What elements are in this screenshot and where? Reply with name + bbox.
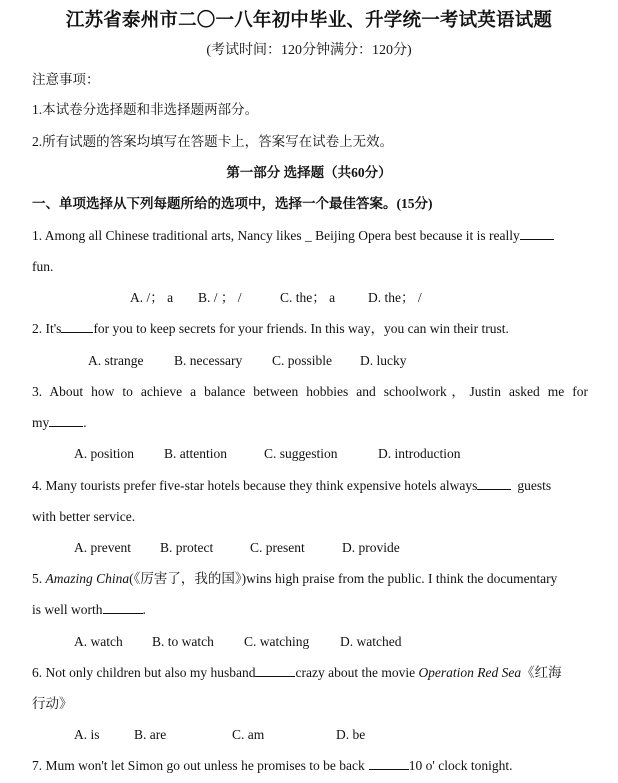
question-1 xyxy=(32,227,588,245)
question-4-line-2: with better service. xyxy=(32,509,136,524)
option-d: D. be xyxy=(336,727,366,742)
question-6-text-b: crazy about the movie xyxy=(295,665,416,680)
question-4 xyxy=(32,477,588,495)
option-d: D. lucky xyxy=(360,353,407,368)
question-3-text-b: . xyxy=(83,415,87,430)
question-5 xyxy=(32,570,588,588)
question-1-line-2: fun. xyxy=(32,259,54,274)
answer-blank xyxy=(477,477,511,490)
question-6-text-a: 6. Not only children but also my husband xyxy=(32,665,256,680)
option-d: D. introduction xyxy=(378,446,461,461)
question-7-text-a: 7. Mum won't let Simon go out unless he promises to be back xyxy=(32,758,365,773)
answer-blank xyxy=(255,664,295,677)
option-b: B. / ； / xyxy=(198,290,242,305)
notice-item-1: 1.本试卷分选择题和非选择题两部分。 xyxy=(32,102,259,117)
answer-blank xyxy=(103,601,143,614)
question-2 xyxy=(32,320,588,338)
option-a: A. watch xyxy=(74,634,123,649)
option-c: C. possible xyxy=(272,353,333,368)
notice-item-2: 2.所有试题的答案均填写在答题卡上，答案写在试卷上无效。 xyxy=(32,134,394,149)
notice-heading: 注意事项： xyxy=(32,72,100,87)
question-6 xyxy=(32,664,588,682)
question-5-text-a: is well worth xyxy=(32,602,103,617)
option-d: D. watched xyxy=(340,634,402,649)
option-a: A. prevent xyxy=(74,540,131,555)
option-b: B. to watch xyxy=(152,634,214,649)
answer-blank xyxy=(369,757,409,770)
option-c: C. suggestion xyxy=(264,446,338,461)
option-c: C. am xyxy=(232,727,265,742)
question-5-text-b: . xyxy=(142,602,146,617)
question-3-line-2 xyxy=(32,414,588,432)
option-a: A. /； a xyxy=(130,290,174,305)
section-heading: 一、单项选择从下列每题所给的选项中，选择一个最佳答案。(15分) xyxy=(32,196,433,211)
option-b: B. protect xyxy=(160,540,214,555)
option-d: D. provide xyxy=(342,540,400,555)
question-6-title: Operation Red Sea xyxy=(418,665,522,680)
question-5-number: 5. xyxy=(32,571,43,586)
answer-blank xyxy=(520,227,554,240)
question-4-text-a: 4. Many tourists prefer five-star hotels because they think expensive hotels always xyxy=(32,478,478,493)
answer-blank xyxy=(61,320,93,333)
question-3: 3. About how to achieve a balance between hobbies and schoolwork，Justin asked me for xyxy=(32,384,588,399)
option-b: B. are xyxy=(134,727,167,742)
option-a: A. strange xyxy=(88,353,144,368)
question-2-text-a: 2. It's xyxy=(32,321,62,336)
question-7-text-b: 10 o' clock tonight. xyxy=(408,758,513,773)
exam-subtitle: (考试时间：120分钟满分：120分) xyxy=(206,43,412,58)
option-c: C. the； a xyxy=(280,290,336,305)
question-6-line-2: 行动》 xyxy=(32,696,73,711)
option-a: A. position xyxy=(74,446,135,461)
question-7 xyxy=(32,757,588,775)
option-a: A. is xyxy=(74,727,100,742)
exam-title: 江苏省泰州市二〇一八年初中毕业、升学统一考试英语试题 xyxy=(65,11,553,31)
option-c: C. present xyxy=(250,540,305,555)
question-4-text-b: guests xyxy=(517,478,552,493)
question-6-text-c: 《红海 xyxy=(521,665,562,680)
question-3-text-a: my xyxy=(32,415,50,430)
option-c: C. watching xyxy=(244,634,310,649)
question-2-text-b: for you to keep secrets for your friends. In this way，you can win their trust. xyxy=(93,321,509,336)
option-d: D. the； / xyxy=(368,290,422,305)
option-b: B. necessary xyxy=(174,353,243,368)
question-5-text: (《厉害了，我的国》)wins high praise from the public. I think the documentary xyxy=(129,571,558,586)
question-1-text: 1. Among all Chinese traditional arts, Nancy likes _ Beijing Opera best because it is really xyxy=(32,228,520,243)
question-5-line-2 xyxy=(32,601,588,619)
part-heading: 第一部分 选择题（共60分） xyxy=(226,165,392,180)
question-5-title: Amazing China xyxy=(45,571,130,586)
answer-blank xyxy=(49,414,83,427)
option-b: B. attention xyxy=(164,446,227,461)
